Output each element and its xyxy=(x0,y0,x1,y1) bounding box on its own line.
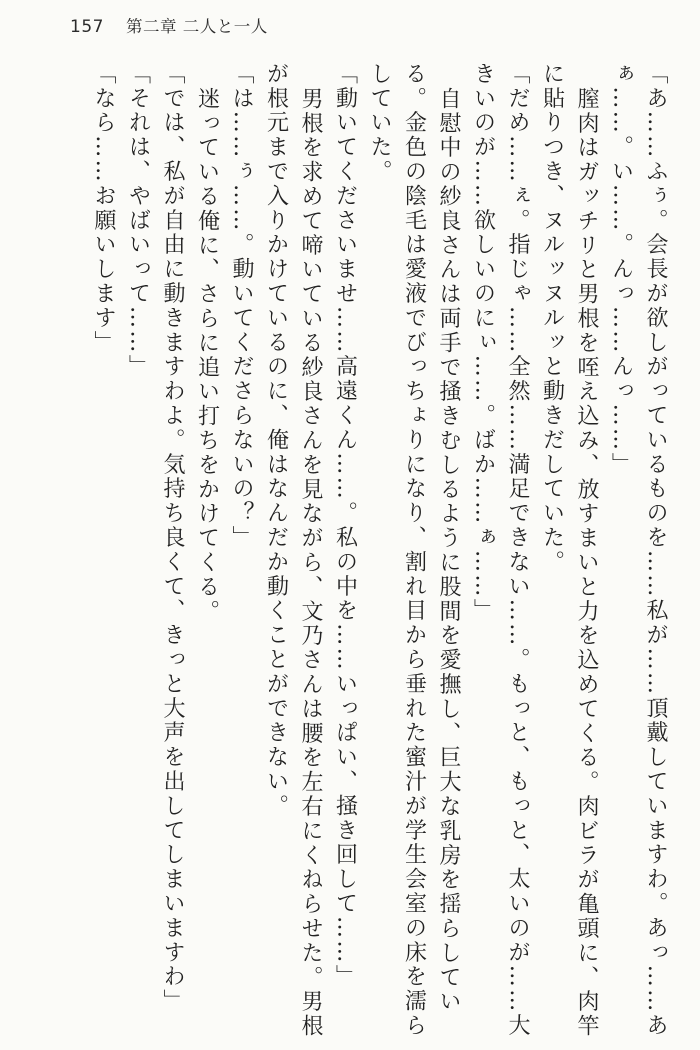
narration-paragraph: 迷っている俺に、さらに追い打ちをかけてくる。 xyxy=(194,86,220,624)
narration-paragraph: 膣肉はガッチリと男根を咥え込み、放すまいと力を込めてくる。肉ビラが亀頭に、肉竿に貼りつき、ヌルッヌルッと動きだしていた。 xyxy=(539,62,599,1039)
chapter-title: 第二章 二人と一人 xyxy=(125,17,268,36)
narration-paragraph: 男根を求めて啼いている紗良さんを見ながら、文乃さんは腰を左右にくねらせた。男根が根元まで入りかけているのに、俺はなんだか動くことができない。 xyxy=(263,62,323,1039)
page-number: 157 xyxy=(70,17,104,37)
dialogue-paragraph: 「あ……ふぅ。会長が欲しがっているものを……私が……頂戴していますわ。あっ……あぁ……。い……。んっ……んっ……」 xyxy=(608,62,668,1038)
dialogue-paragraph: 「では、私が自由に動きますわよ。気持ち良くて、きっと大声を出してしまいますわ」 xyxy=(160,62,185,1014)
dialogue-paragraph: 「だめ……ぇ。指じゃ……全然……満足できない……。もっと、もっと、太いのが……大きいのが……欲しいのにぃ……。ばか……ぁ……」 xyxy=(470,62,530,1038)
page-header xyxy=(70,13,268,37)
dialogue-paragraph: 「動いてくださいませ……高遠くん……。私の中を……いっぱい、掻き回して……」 xyxy=(332,62,358,990)
narration-paragraph: 自慰中の紗良さんは両手で掻きむしるように股間を愛撫し、巨大な乳房を揺らしている。金色の陰毛は愛液でびっちょりになり、割れ目から垂れた蜜汁が学生会室の床を濡らしていた。 xyxy=(367,62,461,1038)
dialogue-paragraph: 「それは、やばいって……」 xyxy=(125,62,151,380)
dialogue-paragraph: 「なら……お願いします」 xyxy=(91,62,116,355)
novel-body-text xyxy=(86,62,673,1042)
dialogue-paragraph: 「は……ぅ……。動いてくださらないの？」 xyxy=(229,62,254,550)
